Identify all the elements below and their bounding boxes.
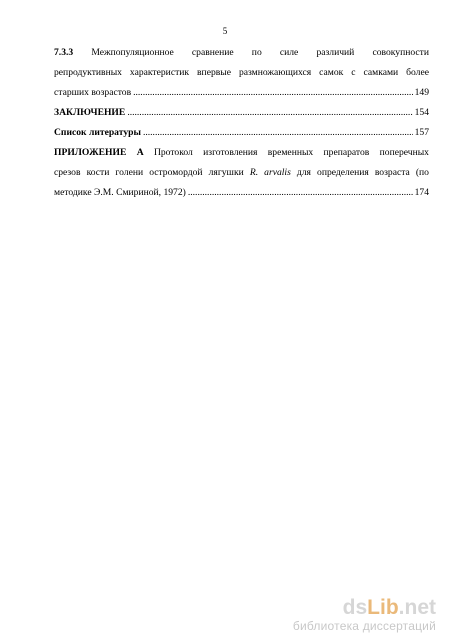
appendix-text2-suffix: для определения возраста (по: [296, 167, 429, 178]
appendix-text1: Протокол изготовления временных препаратов поперечных: [153, 147, 429, 158]
dot-leader: [143, 123, 413, 143]
toc-entry-conclusion[interactable]: [54, 103, 429, 123]
appendix-label: ПРИЛОЖЕНИЕ А: [54, 147, 144, 158]
page-number: 5: [222, 26, 228, 36]
appendix-text3: методике Э.М. Смириной, 1972): [54, 187, 186, 198]
page-ref: 149: [414, 87, 429, 98]
page-ref: 154: [414, 107, 429, 118]
toc-entry-7-3-3[interactable]: [54, 43, 429, 103]
toc-entry-appendix-a-line2: [54, 163, 429, 183]
toc-entry-7-3-3-line3: [54, 83, 429, 103]
page-ref: 157: [414, 127, 429, 138]
toc-entry-appendix-a[interactable]: [54, 143, 429, 203]
toc-entry-7-3-3-text1: Межпопуляционное сравнение по силе различий совокупности: [91, 47, 429, 58]
species-name: R. arvalis: [249, 167, 291, 178]
appendix-text2-prefix: срезов кости голени остромордой лягушки: [54, 167, 244, 178]
watermark-subtitle: библиотека диссертаций: [292, 619, 436, 633]
table-of-contents: [54, 43, 429, 203]
toc-entry-7-3-3-line2: репродуктивных характеристик впервые размножающихся самок с самками более: [54, 67, 429, 78]
toc-entry-appendix-a-line1: [54, 143, 429, 163]
toc-entry-7-3-3-line1: [54, 43, 429, 63]
dot-leader: [133, 83, 413, 103]
toc-entry-references[interactable]: [54, 123, 429, 143]
toc-entry-7-3-3-text3: старших возрастов: [54, 87, 132, 98]
dslib-logo: dsLib.net: [342, 596, 436, 619]
toc-entry-appendix-a-line3: [54, 183, 429, 203]
watermark: [293, 597, 436, 633]
dot-leader: [127, 103, 412, 123]
dot-leader: [188, 183, 413, 203]
page-ref: 174: [414, 187, 429, 198]
section-number: 7.3.3: [54, 47, 74, 58]
toc-title-references: Список литературы: [54, 127, 141, 138]
toc-title-conclusion: ЗАКЛЮЧЕНИЕ: [54, 107, 126, 118]
